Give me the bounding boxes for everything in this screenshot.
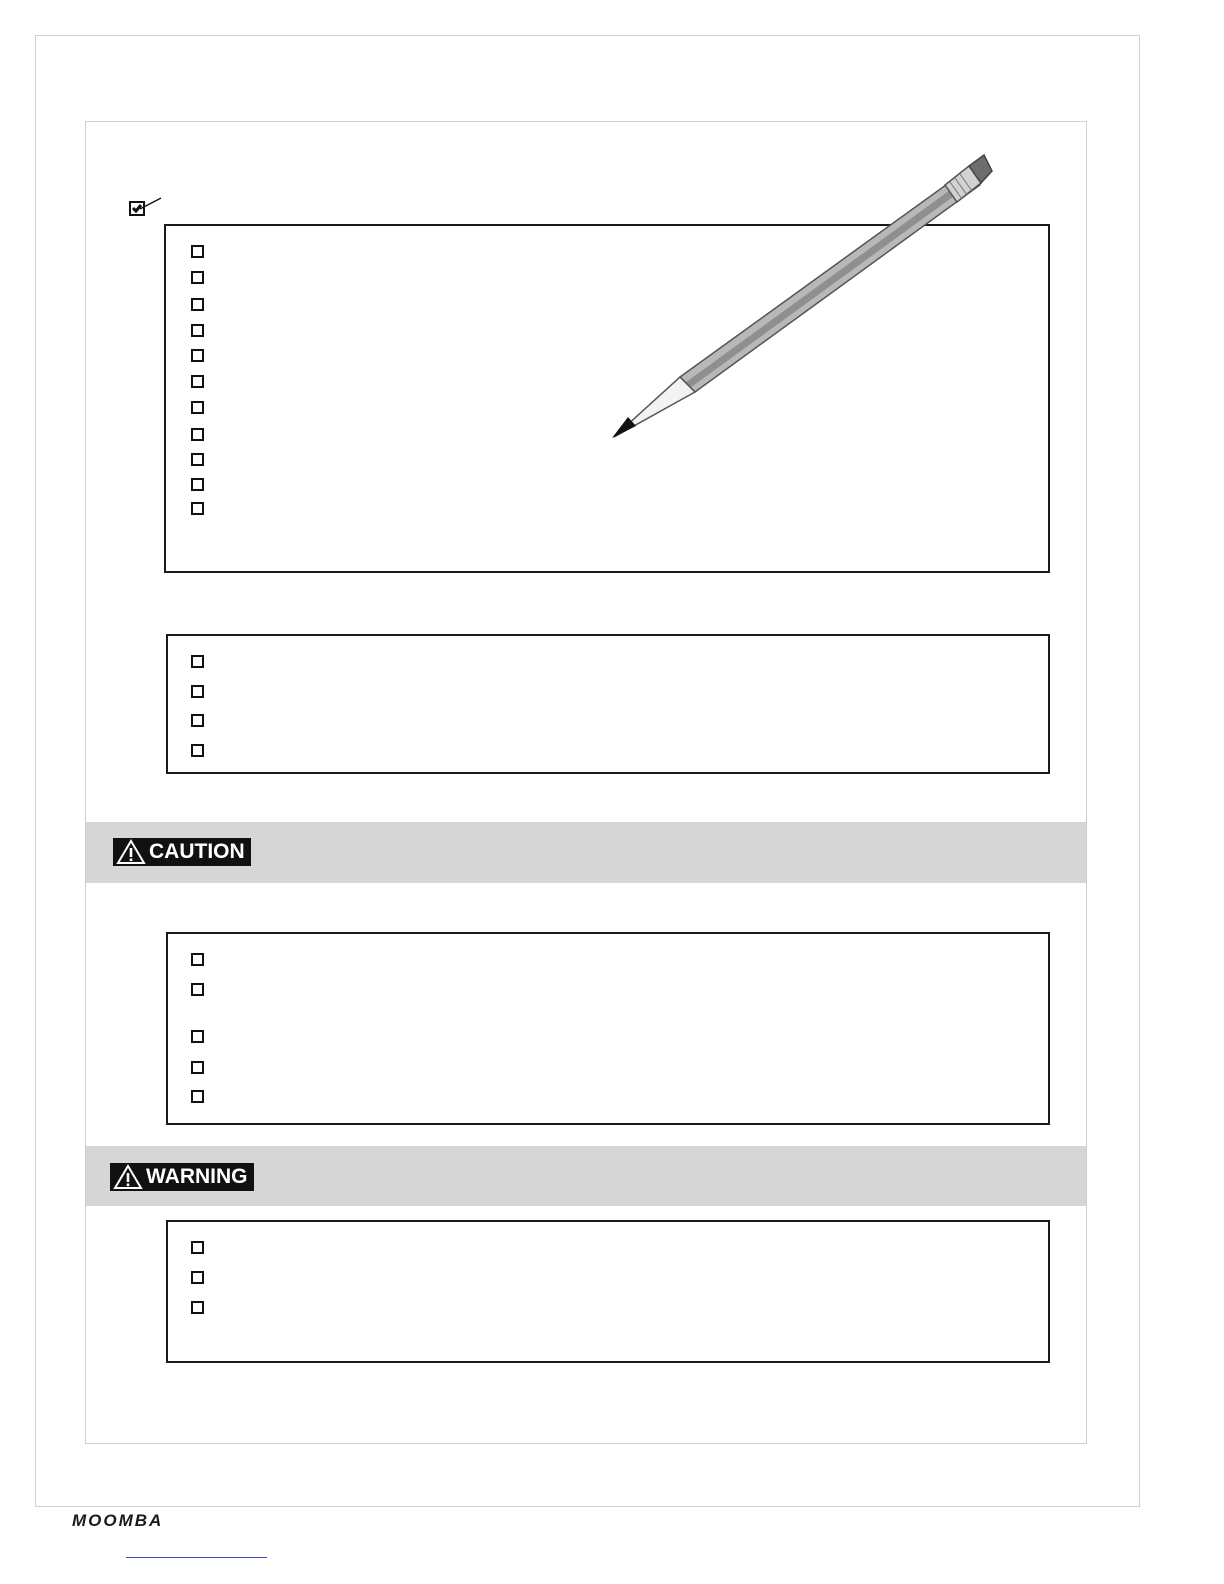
checkbox[interactable] bbox=[191, 298, 204, 311]
brand-logo: MOOMBA bbox=[72, 1511, 164, 1530]
checkbox[interactable] bbox=[191, 685, 204, 698]
checkbox[interactable] bbox=[191, 453, 204, 466]
checkbox[interactable] bbox=[191, 1030, 204, 1043]
checkbox[interactable] bbox=[191, 953, 204, 966]
checklist-box-3 bbox=[166, 932, 1050, 1125]
checkbox[interactable] bbox=[191, 1061, 204, 1074]
checkbox[interactable] bbox=[191, 478, 204, 491]
checklist-box-2 bbox=[166, 634, 1050, 774]
checkbox[interactable] bbox=[191, 324, 204, 337]
warning-label bbox=[110, 1163, 254, 1191]
checkbox[interactable] bbox=[191, 655, 204, 668]
caution-label bbox=[113, 838, 251, 866]
warning-triangle-icon bbox=[116, 839, 146, 865]
footer-link-underline[interactable] bbox=[126, 1557, 267, 1558]
checkbox[interactable] bbox=[191, 245, 204, 258]
checkbox[interactable] bbox=[191, 428, 204, 441]
checkbox[interactable] bbox=[191, 1090, 204, 1103]
checkbox[interactable] bbox=[191, 375, 204, 388]
checkbox[interactable] bbox=[191, 983, 204, 996]
checkbox[interactable] bbox=[191, 401, 204, 414]
checkbox[interactable] bbox=[191, 1301, 204, 1314]
checkbox[interactable] bbox=[191, 271, 204, 284]
checkbox[interactable] bbox=[191, 1241, 204, 1254]
checkbox[interactable] bbox=[191, 1271, 204, 1284]
checkbox[interactable] bbox=[191, 744, 204, 757]
pencil-illustration bbox=[600, 145, 1000, 450]
checklist-box-4 bbox=[166, 1220, 1050, 1363]
checkbox[interactable] bbox=[191, 714, 204, 727]
checkbox[interactable] bbox=[191, 349, 204, 362]
caution-text: CAUTION bbox=[149, 840, 245, 863]
warning-triangle-icon bbox=[113, 1164, 143, 1190]
checklist-icon bbox=[128, 196, 164, 225]
warning-text: WARNING bbox=[146, 1165, 248, 1188]
checkbox[interactable] bbox=[191, 502, 204, 515]
